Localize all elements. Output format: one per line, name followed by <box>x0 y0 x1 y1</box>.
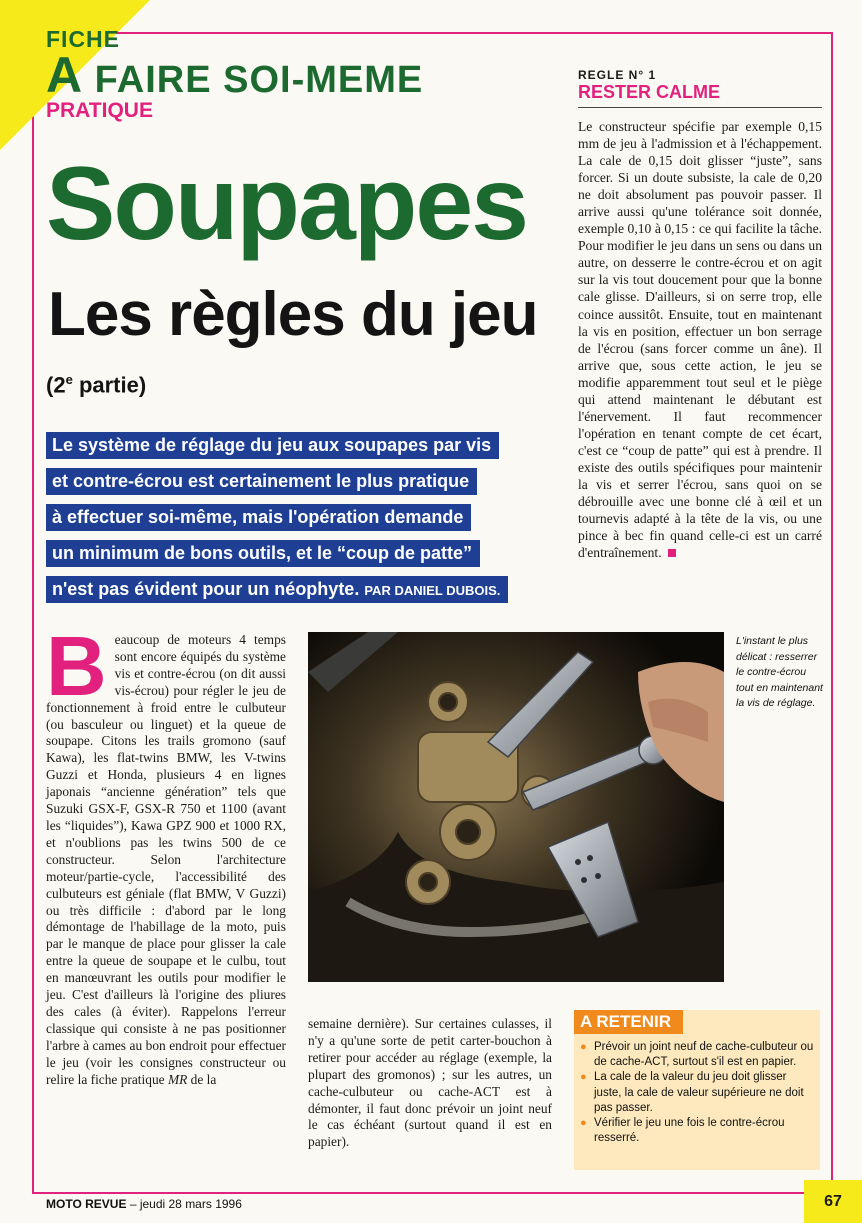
footer <box>46 1197 242 1211</box>
body-left-tail: de la <box>187 1071 217 1087</box>
retenir-item: ● La cale de la valeur du jeu doit glisser juste, la cale de valeur supérieure ne doit pas passer. <box>580 1070 814 1116</box>
kicker-fiche: FICHE <box>46 26 120 52</box>
magazine-ref: MR <box>167 1071 188 1087</box>
engine-photo-illustration <box>308 632 724 982</box>
article-subtitle: Les règles du jeu <box>48 280 538 349</box>
lead-line: Le système de réglage du jeu aux soupapes par vis <box>46 432 499 459</box>
retenir-list <box>580 1040 814 1146</box>
lead-line-text: n'est pas évident pour un néophyte. <box>52 579 360 599</box>
issue-date: – jeudi 28 mars 1996 <box>129 1197 242 1211</box>
body-left-text: eaucoup de moteurs 4 temps sont encore équipés du système vis et contre-écrou (on dit aussi vis-écrou) pour régler le jeu de fonctionnement à froid entre le culbuteur (ou basculeur ou linguet) et la queue de soupape. Citons les trails gromono (sauf Kawa), les flat-twins BMW, les V-twins Guzzi et Honda, plusieurs 4 en lignes japonais “ancienne génération” tels que Suzuki GSX-F, GSX-R 750 et 1100 (avant les “liquides”), Kawa GPZ 900 et 1000 RX, et n'oublions pas les twins 500 de ce constructeur. Selon l'architecture moteur/partie-cycle, l'accessibilité des culbuteurs est géniale (flat BMW, V Guzzi) ou très difficile : d'abord par le long démontage de l'habillage de la moto, puis par le manque de place pour glisser la cale entre la queue de soupape et le culbu, tout en manœuvrant les outils pour modifier le jeu. C'est d'ailleurs là l'origine des pliures des cales (à éviter). Rappelons l'erreur classique qui consiste à ne pas positionner l'arbre à cames au bon endroit pour effectuer le jeu (voir les consignes constructeur ou relire la fiche pratique <box>46 632 286 1087</box>
rule-number: REGLE N° 1 <box>578 68 657 82</box>
kicker-pratique: PRATIQUE <box>46 99 153 122</box>
lead-line: un minimum de bons outils, et le “coup de patte” <box>46 540 480 567</box>
page-number: 67 <box>804 1180 862 1223</box>
rule-divider <box>578 107 822 108</box>
retenir-item: ● Vérifier le jeu une fois le contre-écrou resserré. <box>580 1116 814 1146</box>
rule-paragraph: Le constructeur spécifie par exemple 0,15 mm de jeu à l'admission et à l'échappement. La cale de 0,15 doit glisser “juste”, sans forcer. Si un doute subsiste, la cale de 0,20 ne doit absolument pas pouvoir passer. Il arrive aussi qu'une tolérance soit donnée, exemple 0,10 à 0,15 : ce qui facilite la tâche. Pour modifier le jeu dans un sens ou dans un autre, on desserre le contre-écrou et on agit sur la vis tout doucement pour que la bonne cale glisse. D'ailleurs, si on serre trop, elle coince aussitôt. Ensuite, tout en maintenant la vis en position, effectuer un bon serrage de l'écrou (sans forcer comme un âne). Il arrive que, sous cette action, le jeu se modifie apparemment tout seul et le piège qui attend maintenant le débutant est l'énervement. Il faut recommencer l'opération en tenant compte de cet écart, c'est ce “coup de patte” qui est à prendre. Il existe des outils spécifiques pour maintenir la vis et serrer l'écrou, sans quoi on se débrouille avec une bonne clé à œil et un tournevis adapté à la tête de la vis, ou une pince à bec fin quand celle-ci est un carré d'entraînement. <box>578 119 822 561</box>
magazine-name: MOTO REVUE <box>46 1197 127 1211</box>
retenir-item: ● Prévoir un joint neuf de cache-culbuteur ou de cache-ACT, surtout s'il est en papier. <box>580 1040 814 1070</box>
photo-valve-adjustment <box>308 632 724 982</box>
lead-line-last <box>46 576 508 603</box>
rule-title: RESTER CALME <box>578 82 721 102</box>
byline: PAR DANIEL DUBOIS. <box>364 583 501 598</box>
part-label: (2e partie) <box>46 372 147 398</box>
part-superscript: e <box>65 372 73 387</box>
part-number: 2 <box>53 372 66 398</box>
lead-line: à effectuer soi-même, mais l'opération demande <box>46 504 471 531</box>
a-faire-initial: A <box>46 47 84 103</box>
body-column-left <box>46 619 286 1088</box>
article-title: Soupapes <box>46 146 527 262</box>
drop-cap: B <box>46 619 107 713</box>
body-column-middle: semaine dernière). Sur certaines culasses, il n'y a qu'une sorte de petit carter-bouchon à retirer pour accéder au réglage (exemple, la plupart des gromonos) ; sur les autres, un cache-culbuteur ou cache-ACT est à démonter, il faut donc prévoir un joint neuf le cas échéant (surtout quand il est en papier). <box>308 1016 552 1150</box>
part-word: partie <box>78 372 139 398</box>
lead-line: et contre-écrou est certainement le plus pratique <box>46 468 477 495</box>
photo-caption: L'instant le plus délicat : resserrer le contre-écrou tout en maintenant la vis de réglage. <box>736 635 823 709</box>
end-mark-icon <box>668 549 676 557</box>
kicker-a-faire: A FAIRE SOI-MEME <box>46 47 424 103</box>
retenir-title: A RETENIR <box>574 1010 683 1034</box>
rule-text <box>578 118 822 561</box>
